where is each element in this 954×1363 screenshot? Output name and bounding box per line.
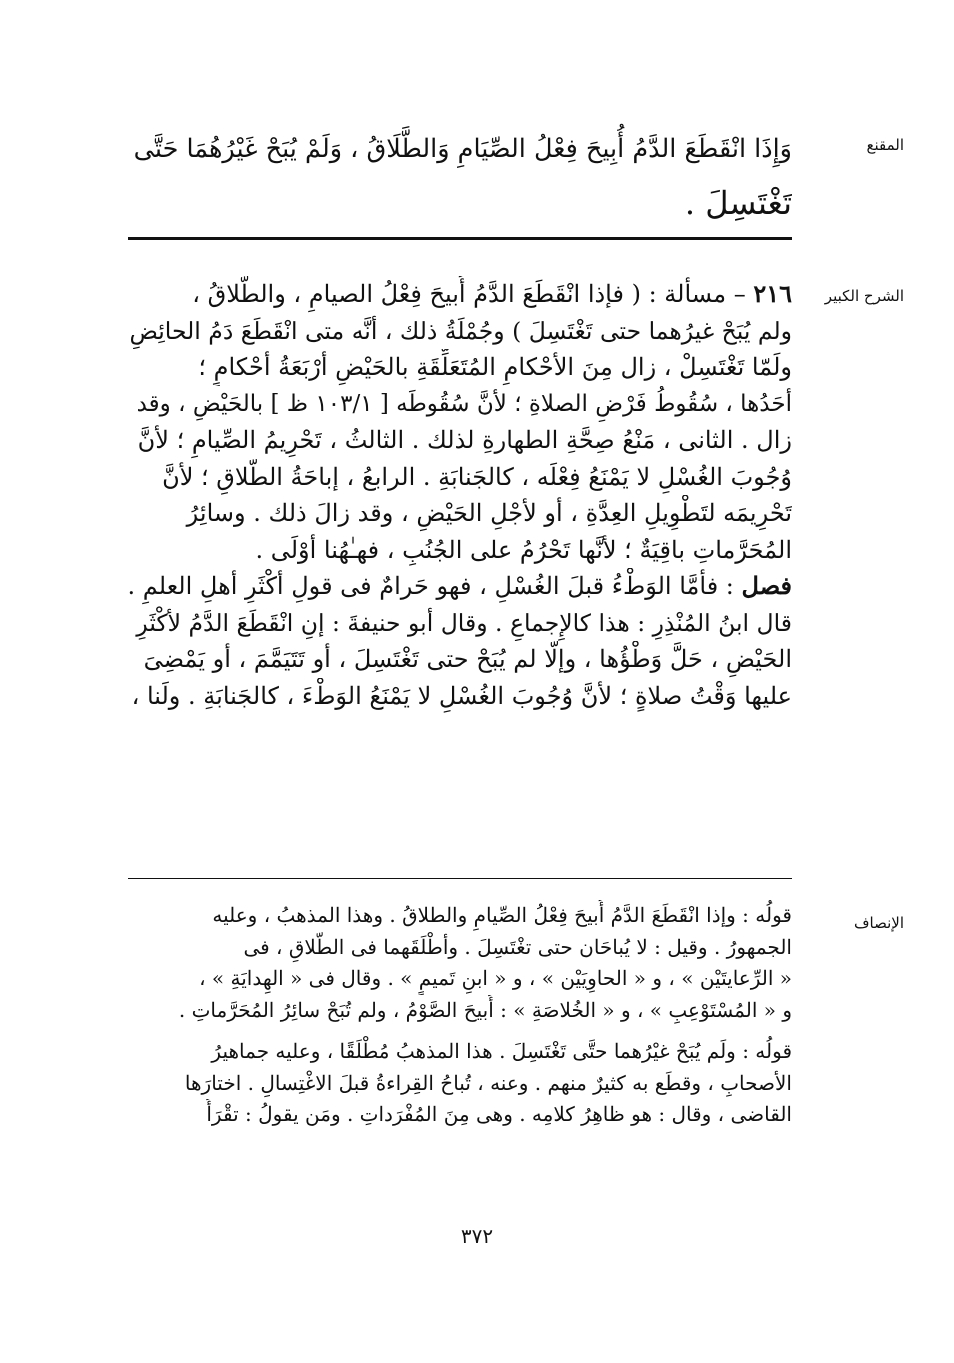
sharh-line-7: تَحْرِيمَه لتَطْوِيلِ العِدَّةِ ، أو لأجْلِ الحَيْضِ ، وقد زالَ ذلك . وسائِرُ bbox=[186, 499, 792, 527]
insaf-line-6: الأصحابِ ، وقطَع به كثيرٌ منهم . وعنه ، تُباحُ القِراءةُ قبلَ الاغْتِسالِ . اختارَها bbox=[184, 1070, 792, 1095]
insaf-text-block bbox=[128, 900, 792, 1131]
muqni-line-1: وَإِذَا انْقَطَعَ الدَّمُ أُبِيحَ فِعْلُ الصِّيَامِ وَالطَّلَاقُ ، وَلَمْ يُبَحْ غَيْرُهُمَا حَتَّى bbox=[133, 134, 792, 164]
label-sharh-kabir: الشرح الكبير bbox=[824, 287, 904, 305]
sharh-line-1 bbox=[128, 276, 792, 313]
sharh-line-8: المُحَرَّماتِ باقِيَةٌ ؛ لأنَّها تَحْرُمُ على الجُنُبِ ، فهـٰهُنا أوْلَى . bbox=[255, 535, 792, 564]
sharh-line-10: قال ابنُ المُنْذِرِ : هذا كالإِجماعِ . وقال أبو حنيفةَ : إنِ انْقَطَعَ الدَّمُ لأكْثَرِ bbox=[136, 608, 792, 637]
insaf-line-5: قولُه : ولَم يُبَحْ غيْرُهما حتَّى تَغْتَسِلَ . هذا المذهبُ مُطْلَقًا ، وعليه جماهيرُ bbox=[211, 1039, 792, 1063]
sharh-line-4: أحَدُها ، سُقُوطُ فَرْضِ الصلاةِ ؛ لأنَّ سُقُوطَه [ ١٠٣/١ ظ ] بالحَيْضِ ، وقد bbox=[136, 390, 792, 417]
sharh-line-1-text: – مسألة : ( فإذا انْقَطَعَ الدَّمُ أُبيحَ فِعْلُ الصيامِ ، والطَّلاقُ ، bbox=[192, 280, 754, 308]
issue-number: ٢١٦ bbox=[753, 279, 792, 308]
muqni-text-block bbox=[128, 122, 792, 230]
sharh-line-11: الحَيْضِ ، حَلَّ وَطْؤُها ، وإلَّا لم يُبَحْ حتى تَغْتَسِلَ ، أو تَتَيَمَّمَ ، أو يَمْضِىَ bbox=[143, 645, 792, 673]
insaf-line-4: و « المُسْتَوْعِبِ » ، و « الخُلاصَةِ » : أُبيحَ الصَّوْمُ ، ولم تُبَحْ سائِرُ المُحَرَّماتِ . bbox=[178, 997, 792, 1022]
insaf-line-2: الجمهورُ . وقيل : لا يُباحَان حتى تغْتَسِلَ . وأطْلَقَهما فى الطَّلاقِ ، فى bbox=[243, 934, 792, 959]
sharh-line-2: ولم يُبَحْ غيرُهما حتى تَغْتَسِلَ ) وجُمْلَةُ ذلك ، أنَّه متى انْقَطَعَ دَمُ الحائِضِ bbox=[129, 316, 792, 345]
insaf-line-3: « الرِّعايتَيْن » ، و « الحاوِيَيْن » ، و « ابنِ تَميمٍ » . وقال فى « الهِدايَةِ » ، bbox=[199, 966, 792, 990]
fasl-line-text: : فأمَّا الوَطْءُ قبلَ الغُسْلِ ، فهو حَرامٌ فى قولِ أكْثَرِ أهلِ العلمِ . bbox=[128, 572, 742, 600]
section-divider-thick bbox=[128, 237, 792, 240]
sharh-line-5: زال . الثانى ، مَنْعُ صِحَّةِ الطهارةِ لذلك . الثالثُ ، تَحْرِيمُ الصِّيامِ ؛ لأنَّ bbox=[137, 426, 792, 454]
sharh-line-3: ولَمّا تَغْتَسِلْ ، زال مِنَ الأحْكامِ المُتَعَلِّقَةِ بالحَيْضِ أرْبَعَةُ أحْكامٍ ؛ bbox=[198, 353, 792, 381]
sharh-line-6: وُجُوبَ الغُسْلِ لا يَمْنَعُ فِعْلَه ، كالجَنابَةِ . الرابعُ ، إباحَةُ الطَّلاقِ ؛ لأنَّ bbox=[162, 462, 792, 491]
sharh-line-12: عليها وَقْتُ صلاةٍ ؛ لأنَّ وُجُوبَ الغُسْلِ لا يَمْنَعُ الوَطْءَ ، كالجَنابَةِ . ولَنا ، bbox=[131, 681, 792, 710]
muqni-line-2: تَغْتَسِلَ . bbox=[684, 184, 792, 222]
fasl-line bbox=[128, 568, 792, 605]
section-divider-thin bbox=[128, 878, 792, 879]
label-muqni: المقنع bbox=[866, 136, 904, 154]
insaf-line-1: قولُه : وإذا انْقَطَعَ الدَّمُ أُبيحَ فِعْلُ الصِّيامِ والطلاقُ . وهذا المذهبُ ، وعليه bbox=[212, 903, 792, 927]
page-number: ٣٧٢ bbox=[460, 1224, 494, 1248]
sharh-text-block bbox=[128, 276, 792, 714]
label-insaf: الإنصاف bbox=[853, 914, 904, 932]
fasl-heading: فصل bbox=[741, 571, 792, 600]
insaf-line-7: القاضى ، وقال : هو ظاهِرُ كلامِه . وهى مِنَ المُفْرَداتِ . ومَن يقولُ : تقْرَأُ bbox=[206, 1102, 792, 1126]
